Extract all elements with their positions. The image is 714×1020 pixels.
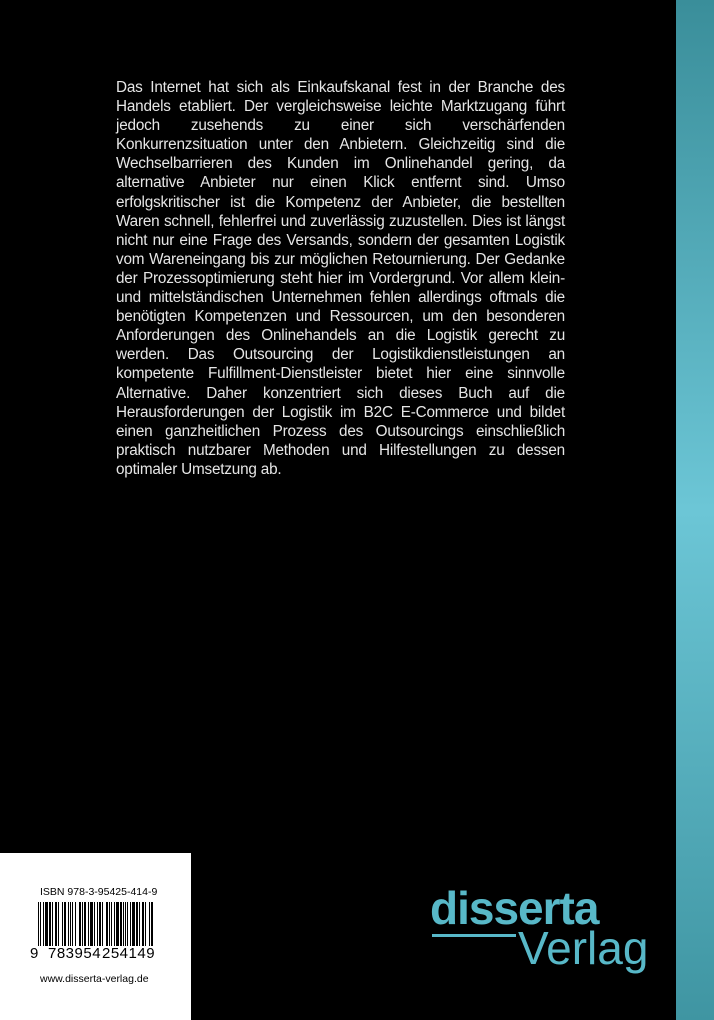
barcode-right-digits: 254149 <box>102 945 156 962</box>
logo-rule <box>432 934 516 937</box>
publisher-url: www.disserta-verlag.de <box>40 973 149 985</box>
barcode-icon <box>38 902 154 946</box>
isbn-label: ISBN 978-3-95425-414-9 <box>40 886 158 898</box>
barcode-lead-digit: 9 <box>30 945 39 962</box>
logo-wordmark-top: disserta <box>430 882 599 934</box>
disserta-verlag-logo <box>430 882 650 982</box>
logo-wordmark-bottom: Verlag <box>518 922 649 974</box>
book-spine <box>676 0 714 1020</box>
barcode-left-digits: 783954 <box>48 945 102 962</box>
back-cover-blurb: Das Internet hat sich als Einkaufskanal fest in der Branche des Handels etabliert. Der vergleichsweise leichte Marktzugang führt jedoch zusehends zu einer sich verschärfenden Konkurrenzsituation unter den Anbietern. Gleichzeitig sind die Wechselbarrieren des Kunden im Onlinehandel gering, da alternative Anbieter nur einen Klick entfernt sind. Umso erfolgskritischer ist die Kompetenz der Anbieter, die bestellten Waren schnell, fehlerfrei und zuverlässig zuzustellen. Dies ist längst nicht nur eine Frage des Versands, sondern der gesamten Logistik vom Wareneingang bis zur möglichen Retournierung. Der Gedanke der Prozessoptimierung steht hier im Vordergrund. Vor allem klein- und mittelständischen Unternehmen fehlen allerdings oftmals die benötigten Kompetenzen und Ressourcen, um den besonderen Anforderungen des Onlinehandels an die Logistik gerecht zu werden. Das Outsourcing der Logistikdienstleistungen an kompetente Fulfillment-Dienstleister bietet hier eine sinnvolle Alternative. Daher konzentriert sich dieses Buch auf die Herausforderungen der Logistik im B2C E-Commerce und bildet einen ganzheitlichen Prozess des Outsourcings einschließlich praktisch nutzbarer Methoden und Hilfestellungen zu dessen optimaler Umsetzung ab. <box>116 79 565 478</box>
isbn-barcode-panel <box>0 853 191 1020</box>
